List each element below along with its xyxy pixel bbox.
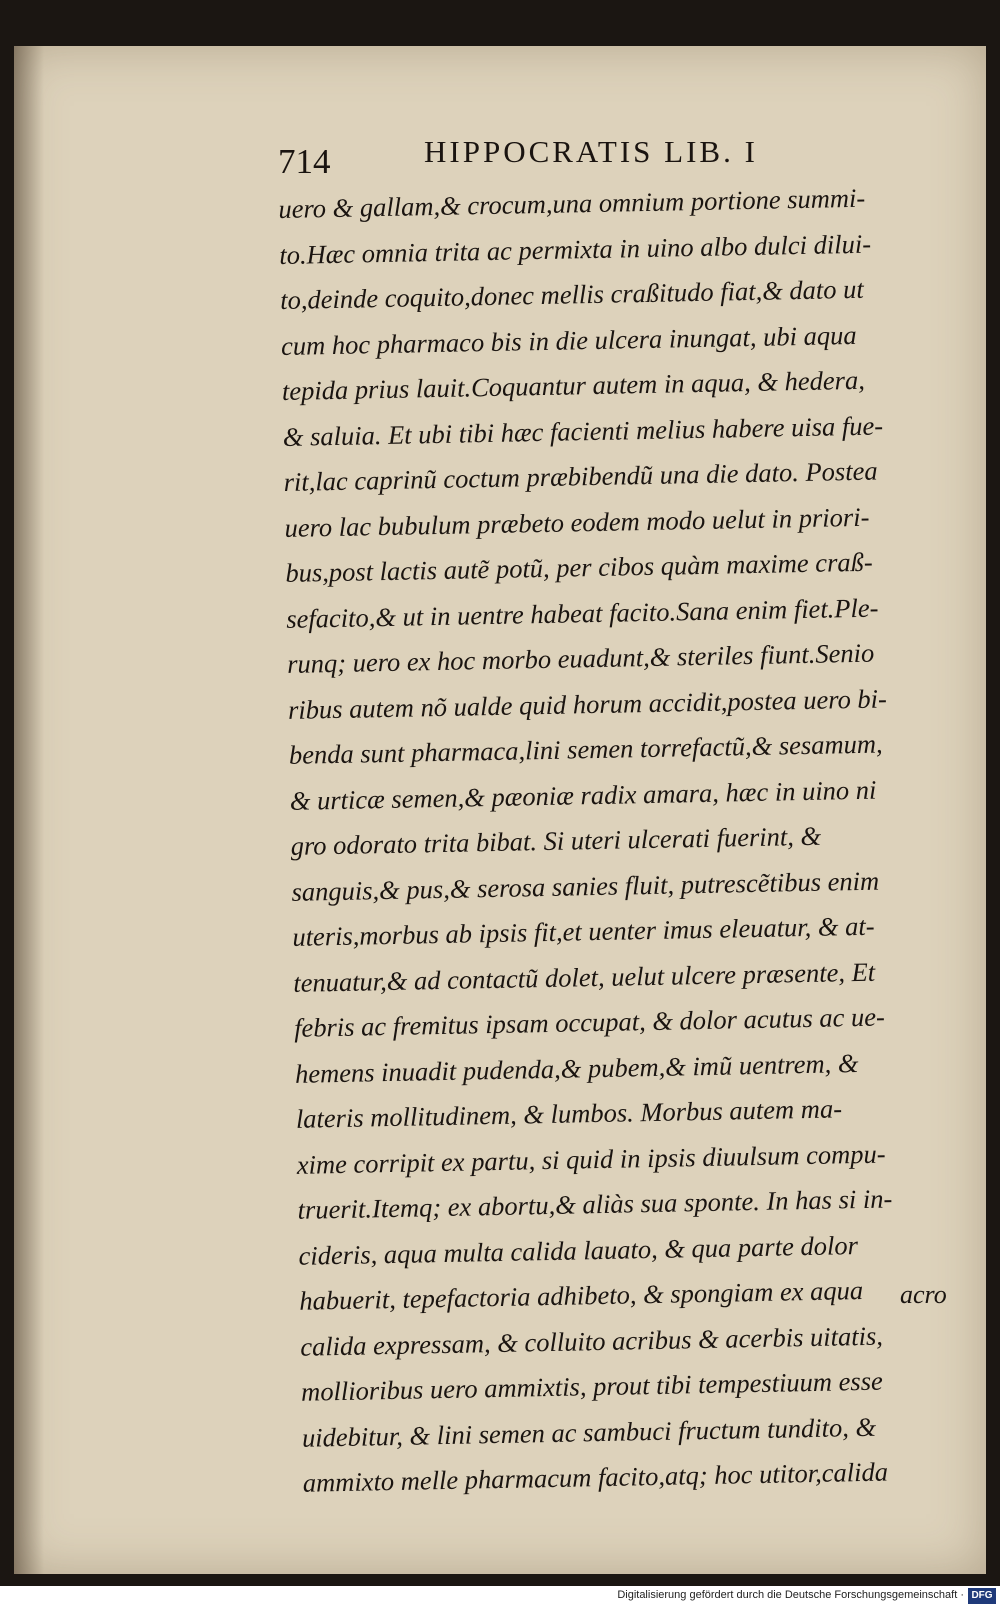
text-line: ribus autem nõ ualde quid horum accidit,postea uero bi- xyxy=(287,682,888,725)
text-line: sanguis,& pus,& serosa sanies fluit, putrescẽtibus enim xyxy=(291,865,880,907)
text-line: uero lac bubulum præbeto eodem modo uelut in priori- xyxy=(284,501,870,543)
text-line: habuerit, tepefactoria adhibeto, & spongiam ex aqua xyxy=(299,1274,864,1316)
catchword: acro xyxy=(900,1280,947,1309)
text-line: sefacito,& ut in uentre habeat facito.Sana enim fiet.Ple- xyxy=(285,592,879,634)
body-text xyxy=(278,174,963,1506)
text-line: tepida prius lauit.Coquantur autem in aqua, & hedera, xyxy=(281,364,866,406)
text-line: cideris, aqua multa calida lauato, & qua parte dolor xyxy=(298,1229,859,1271)
text-line: lateris mollitudinem, & lumbos. Morbus autem ma- xyxy=(295,1093,843,1134)
footer-bar xyxy=(0,1586,1000,1607)
text-line: to,deinde coquito,donec mellis craßitudo fiat,& dato ut xyxy=(279,273,865,315)
text-line: uero & gallam,& crocum,una omnium portione summi- xyxy=(278,182,866,224)
text-line: uteris,morbus ab ipsis fit,et uenter imus eleuatur, & at- xyxy=(292,910,875,952)
header-title: HIPPOCRATIS LIB. I xyxy=(424,134,758,169)
text-line: runq; uero ex hoc morbo euadunt,& steriles fiunt.Senio xyxy=(286,637,875,679)
text-line: xime corripit ex partu, si quid in ipsis diuulsum compu- xyxy=(296,1138,886,1180)
text-line: & saluia. Et ubi tibi hæc facienti melius habere uisa fue- xyxy=(282,409,884,452)
text-line: truerit.Itemq; ex abortu,& aliàs sua sponte. In has si in- xyxy=(297,1183,893,1225)
text-line: hemens inuadit pudenda,& pubem,& imũ uentrem, & xyxy=(294,1047,859,1089)
footer-credit: Digitalisierung gefördert durch die Deutsche Forschungsgemeinschaft · xyxy=(617,1589,964,1601)
text-line: ammixto melle pharmacum facito,atq; hoc utitor,calida xyxy=(302,1456,889,1498)
text-line: benda sunt pharmaca,lini semen torrefactũ,& sesamum, xyxy=(288,728,883,770)
text-line: calida expressam, & colluito acribus & acerbis uitatis, xyxy=(299,1320,884,1362)
text-line: to.Hæc omnia trita ac permixta in uino albo dulci dilui- xyxy=(279,228,872,270)
dfg-logo: DFG xyxy=(968,1588,996,1604)
text-line: gro odorato trita bibat. Si uteri ulcerati fuerint, & xyxy=(290,820,822,861)
text-line: & urticæ semen,& pæoniæ radix amara, hæc in uino ni xyxy=(289,774,877,816)
text-line: mollioribus uero ammixtis, prout tibi tempestiuum esse xyxy=(300,1365,884,1407)
text-line: rit,lac caprinũ coctum præbibendũ una die dato. Postea xyxy=(283,455,878,497)
text-line: febris ac fremitus ipsam occupat, & dolor acutus ac ue- xyxy=(293,1001,886,1043)
text-line: uidebitur, & lini semen ac sambuci fructum tundito, & xyxy=(301,1411,877,1453)
page-number: 714 xyxy=(278,142,331,181)
text-line: tenuatur,& ad contactũ dolet, uelut ulcere præsente, Et xyxy=(292,956,876,998)
text-line: bus,post lactis autẽ potũ, per cibos quàm maxime craß- xyxy=(285,546,873,588)
text-line: cum hoc pharmaco bis in die ulcera inungat, ubi aqua xyxy=(280,319,857,361)
